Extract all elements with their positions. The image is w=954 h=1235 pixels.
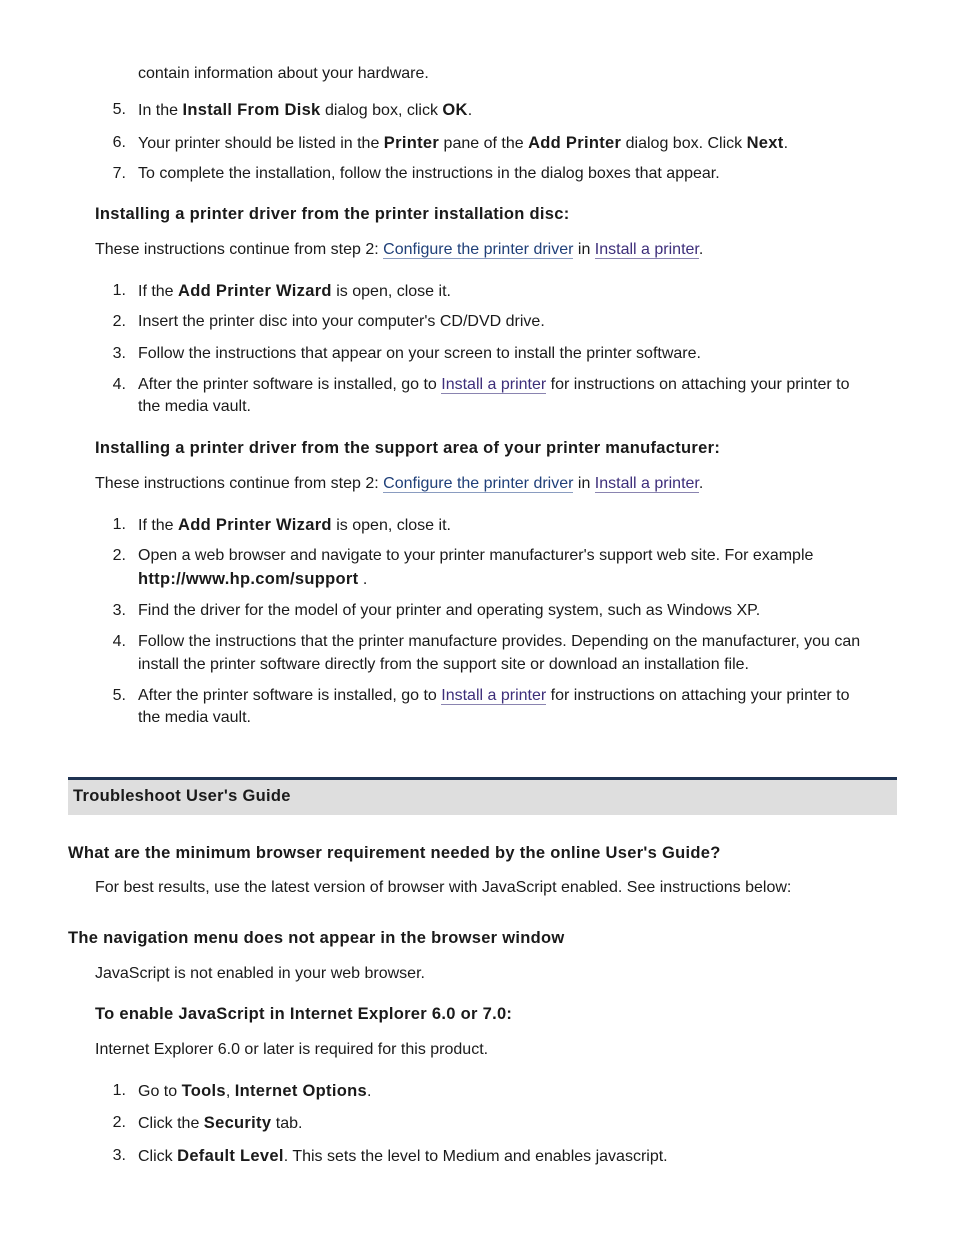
faq-question: What are the minimum browser requirement needed by the online User's Guide? — [68, 844, 721, 862]
step-text: Click the Security tab. — [138, 1114, 303, 1132]
step-text-continued: http://www.hp.com/support . — [138, 570, 368, 588]
support-url: http://www.hp.com/support — [138, 570, 359, 588]
step-number: 2. — [112, 1114, 126, 1131]
step-number: 1. — [112, 516, 126, 533]
troubleshoot-section-bar — [68, 777, 897, 815]
step-text: Open a web browser and navigate to your printer manufacturer's support web site. For example — [138, 547, 814, 564]
step-text: Find the driver for the model of your printer and operating system, such as Windows XP. — [138, 602, 761, 619]
step-number: 1. — [112, 1082, 126, 1099]
step-number: 2. — [112, 547, 126, 564]
install-printer-link[interactable]: Install a printer — [441, 376, 547, 393]
step-text: Follow the instructions that appear on your screen to install the printer software. — [138, 345, 701, 362]
step-text-continued: the media vault. — [138, 709, 251, 726]
install-printer-link[interactable]: Install a printer — [441, 687, 547, 704]
step-text: If the Add Printer Wizard is open, close it. — [138, 282, 451, 300]
step-text-continued: the media vault. — [138, 398, 251, 415]
step-number: 4. — [112, 376, 126, 393]
install-printer-link[interactable]: Install a printer — [594, 475, 699, 492]
step-number: 5. — [112, 101, 126, 118]
step-text: After the printer software is installed, go to Install a printer for instructions on attaching your printer to — [138, 687, 850, 704]
faq-answer: For best results, use the latest version of browser with JavaScript enabled. See instructions below: — [95, 879, 792, 896]
step-text-continued: install the printer software directly from the support site or download an installation file. — [138, 656, 749, 673]
step-text: If the Add Printer Wizard is open, close it. — [138, 516, 451, 534]
subsection-intro: Internet Explorer 6.0 or later is required for this product. — [95, 1041, 489, 1058]
step-text: To complete the installation, follow the instructions in the dialog boxes that appear. — [138, 165, 720, 182]
step-text: In the Install From Disk dialog box, click OK. — [138, 101, 473, 119]
section-bar-title: Troubleshoot User's Guide — [73, 787, 291, 805]
step-text: Your printer should be listed in the Printer pane of the Add Printer dialog box. Click Next. — [138, 134, 789, 152]
step-number: 3. — [112, 345, 126, 362]
step-number: 5. — [112, 687, 126, 704]
section-heading: Installing a printer driver from the printer installation disc: — [95, 205, 570, 223]
step-number: 3. — [112, 602, 126, 619]
configure-driver-link[interactable]: Configure the printer driver — [383, 241, 574, 258]
section-intro: These instructions continue from step 2: Configure the printer driver in Install a printer. — [95, 475, 704, 492]
install-printer-link[interactable]: Install a printer — [594, 241, 699, 258]
step-number: 2. — [112, 313, 126, 330]
continued-text: contain information about your hardware. — [138, 65, 429, 82]
step-text: Follow the instructions that the printer manufacture provides. Depending on the manufacturer, you can — [138, 633, 861, 650]
step-text: Insert the printer disc into your computer's CD/DVD drive. — [138, 313, 545, 330]
step-text: After the printer software is installed, go to Install a printer for instructions on attaching your printer to — [138, 376, 850, 393]
step-number: 7. — [112, 165, 126, 182]
step-number: 1. — [112, 282, 126, 299]
step-text: Go to Tools, Internet Options. — [138, 1082, 372, 1100]
section-intro: These instructions continue from step 2: Configure the printer driver in Install a printer. — [95, 241, 704, 258]
section-heading: Installing a printer driver from the support area of your printer manufacturer: — [95, 439, 721, 457]
subsection-heading: To enable JavaScript in Internet Explorer 6.0 or 7.0: — [95, 1005, 513, 1023]
step-text: Click Default Level. This sets the level to Medium and enables javascript. — [138, 1147, 668, 1165]
configure-driver-link[interactable]: Configure the printer driver — [383, 475, 574, 492]
faq-answer: JavaScript is not enabled in your web browser. — [95, 965, 425, 982]
step-number: 4. — [112, 633, 126, 650]
step-number: 6. — [112, 134, 126, 151]
faq-question: The navigation menu does not appear in the browser window — [68, 929, 565, 947]
step-number: 3. — [112, 1147, 126, 1164]
